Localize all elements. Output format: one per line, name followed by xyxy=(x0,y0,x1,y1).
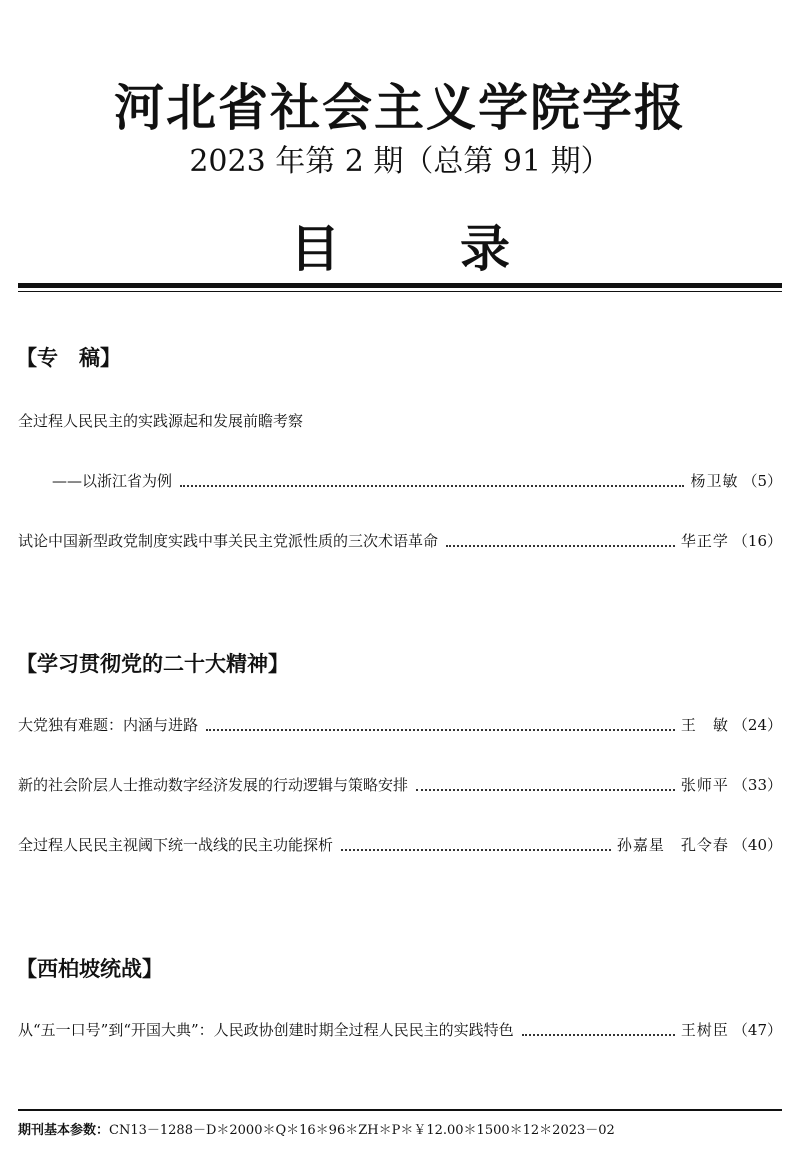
entry-page: （47） xyxy=(732,1021,782,1039)
entry-author: 孙嘉星 孔令春 xyxy=(616,836,729,854)
entry-title: 从“五一口号”到“开国大典”：人民政协创建时期全过程人民民主的实践特色 xyxy=(18,1021,514,1039)
journal-title: 河北省社会主义学院学报 xyxy=(114,79,686,137)
dot-leader xyxy=(180,484,684,487)
toc-entry[interactable] xyxy=(18,831,782,857)
toc-entry-subtitle-row[interactable] xyxy=(52,467,782,493)
footer-label: 期刊基本参数： xyxy=(18,1123,110,1138)
entry-page: （40） xyxy=(732,836,782,854)
footer-rule xyxy=(18,1109,782,1111)
toc-title-right: 录 xyxy=(460,220,510,278)
toc-entry[interactable] xyxy=(18,407,782,433)
entry-author: 华正学 xyxy=(680,532,729,550)
section-heading-congress: 【学习贯彻党的二十大精神】 xyxy=(16,652,289,676)
header-rule-thick xyxy=(18,283,782,288)
dot-leader xyxy=(206,728,675,731)
entry-subtitle: ——以浙江省为例 xyxy=(52,472,173,490)
footer-params: CN13－1288－D＊2000＊Q＊16＊96＊ZH＊P＊￥12.00＊1500＊12＊2023－02 xyxy=(109,1123,615,1138)
entry-page: （24） xyxy=(732,716,782,734)
section-heading-xibaipo: 【西柏坡统战】 xyxy=(16,957,163,981)
dot-leader xyxy=(341,848,611,851)
header-rule-thin xyxy=(18,291,782,292)
toc-title xyxy=(0,218,800,280)
entry-page: （33） xyxy=(732,776,782,794)
toc-entry[interactable] xyxy=(18,1016,782,1042)
entry-title: 试论中国新型政党制度实践中事关民主党派性质的三次术语革命 xyxy=(18,532,439,550)
entry-title: 全过程人民民主的实践源起和发展前瞻考察 xyxy=(18,412,304,430)
section-heading-special: 【专 稿】 xyxy=(16,346,121,370)
dot-leader xyxy=(416,788,675,791)
issue-line: 2023 年第 2 期（总第 91 期） xyxy=(189,144,611,179)
footer xyxy=(18,1121,615,1141)
toc-entry[interactable] xyxy=(18,527,782,553)
toc-entry[interactable] xyxy=(18,771,782,797)
entry-title: 新的社会阶层人士推动数字经济发展的行动逻辑与策略安排 xyxy=(18,776,409,794)
toc-entry[interactable] xyxy=(18,711,782,737)
dot-leader xyxy=(446,544,675,547)
entry-page: （5） xyxy=(742,472,782,490)
entry-author: 王 敏 xyxy=(680,716,729,734)
entry-author: 王树臣 xyxy=(680,1021,729,1039)
entry-title: 全过程人民民主视阈下统一战线的民主功能探析 xyxy=(18,836,334,854)
dot-leader xyxy=(522,1033,675,1036)
entry-author: 张师平 xyxy=(680,776,729,794)
entry-page: （16） xyxy=(732,532,782,550)
entry-author: 杨卫敏 xyxy=(690,472,739,490)
toc-title-left: 目 xyxy=(290,220,340,278)
entry-title: 大党独有难题：内涵与进路 xyxy=(18,716,199,734)
